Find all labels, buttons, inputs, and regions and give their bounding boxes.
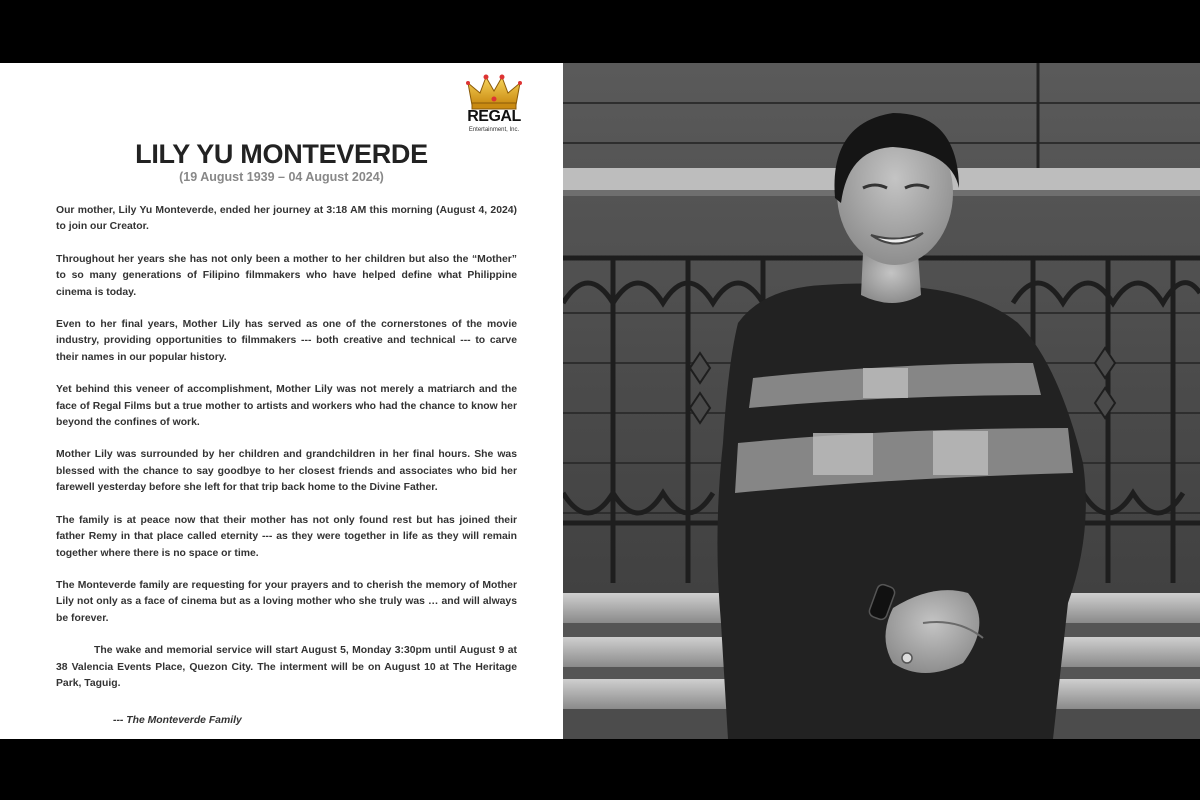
statement-title: LILY YU MONTEVERDE	[135, 139, 428, 169]
paragraph: The family is at peace now that their mother has not only found rest but has joined their father Remy in that place called eternity --- as they were together in life as they will remain together where there is no space or time.	[56, 514, 517, 559]
statement-body	[56, 203, 517, 708]
paragraph: Even to her final years, Mother Lily has served as one of the cornerstones of the movie industry, providing opportunities to filmmakers --- both creative and technical --- to carve their names in our popular history.	[56, 319, 517, 363]
service-details: The wake and memorial service will start August 5, Monday 3:30pm until August 9 at 38 Valencia Events Place, Quezon City. The interment will be on August 10 at The Heritage Park, Taguig.	[56, 645, 517, 689]
statement-panel	[0, 63, 563, 739]
paragraph: Yet behind this veneer of accomplishment, Mother Lily was not merely a matriarch and the face of Regal Films but a true mother to artists and workers who had the chance to know her beyond the confines of work.	[56, 384, 517, 429]
statement-dates: (19 August 1939 – 04 August 2024)	[179, 170, 384, 184]
logo-subtitle: Entertainment, Inc.	[468, 127, 520, 133]
crown-icon	[462, 71, 526, 111]
paragraph: Mother Lily was surrounded by her children and grandchildren in her final hours. She was blessed with the chance to say goodbye to her closest friends and associates who bid her farewell yesterday before she left for that trip back home to the Divine Father.	[56, 449, 517, 494]
logo-wordmark: REGAL	[467, 108, 521, 125]
paragraph: Throughout her years she has not only been a mother to her children but also the “Mother” to so many generations of Filipino filmmakers who have helped define what Philippine cinema is today.	[56, 253, 517, 298]
paragraph: The Monteverde family are requesting for your prayers and to cherish the memory of Mother Lily not only as a face of cinema but as a loving mother who she truly was … and will always be forever.	[56, 579, 517, 624]
signature: --- The Monteverde Family	[113, 715, 242, 726]
paragraph: Our mother, Lily Yu Monteverde, ended her journey at 3:18 AM this morning (August 4, 2024) to join our Creator.	[56, 205, 517, 233]
portrait-illustration	[563, 63, 1200, 739]
regal-logo	[462, 71, 526, 141]
portrait-photo	[563, 63, 1200, 739]
